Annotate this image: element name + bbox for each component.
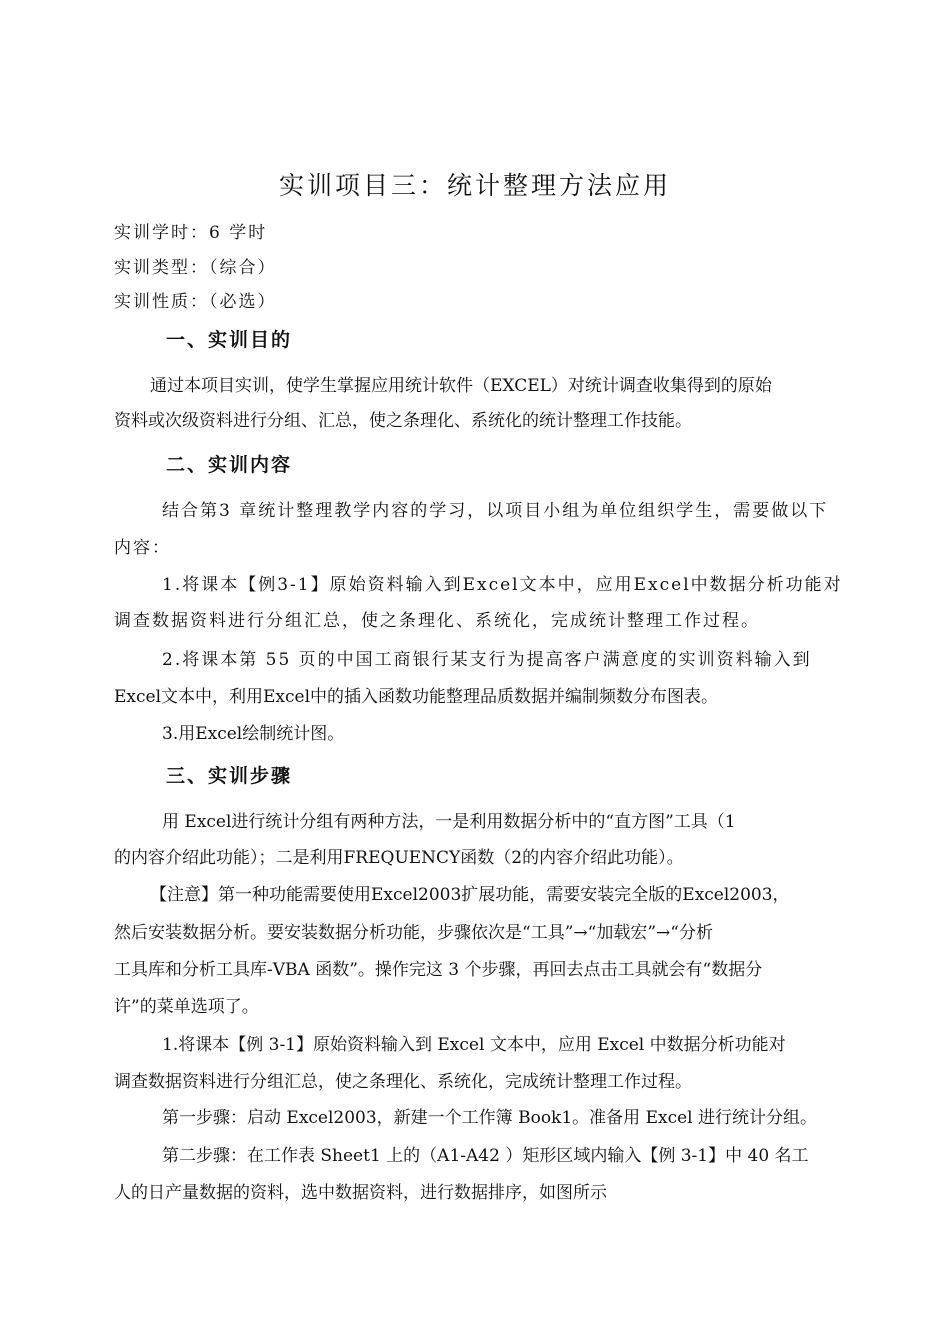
paragraph-line: 第二步骤：在工作表 Sheet1 上的（A1-A42 ）矩形区域内输入【例 3-1】中 40 名工	[162, 1146, 809, 1166]
paragraph-line: 3.用Excel绘制统计图。	[162, 724, 345, 744]
paragraph-line: 的内容介绍此功能）；二是利用FREQUENCY函数（2的内容介绍此功能）。	[114, 848, 684, 868]
section-heading-content: 二、实训内容	[166, 454, 293, 476]
paragraph-line: 1.将课本【例3-1】原始资料输入到Excel文本中，应用Excel中数据分析功能对	[162, 575, 843, 595]
training-type: 实训类型：（综合）	[114, 258, 277, 278]
training-hours: 实训学时：6 学时	[114, 223, 268, 243]
paragraph-line: Excel文本中，利用Excel中的插入函数功能整理品质数据并编制频数分布图表。	[114, 687, 719, 707]
paragraph-line: 2.将课本第 55 页的中国工商银行某支行为提高客户满意度的实训资料输入到	[162, 650, 812, 670]
paragraph-line: 内容：	[114, 538, 171, 558]
paragraph-line: 用 Excel进行统计分组有两种方法，一是利用数据分析中的“直方图”工具（1	[162, 812, 736, 832]
paragraph-line: 然后安装数据分析。要安装数据分析功能，步骤依次是“工具”→“加载宏”→“分析	[114, 923, 713, 943]
paragraph-line: 调查数据资料进行分组汇总，使之条理化、系统化，完成统计整理工作过程。	[114, 611, 760, 631]
paragraph-line: 【注意】第一种功能需要使用Excel2003扩展功能，需要安装完全版的Excel2003，	[150, 885, 790, 905]
paragraph-line: 调查数据资料进行分组汇总，使之条理化、系统化，完成统计整理工作过程。	[114, 1072, 692, 1092]
training-nature: 实训性质：（必选）	[114, 292, 277, 312]
paragraph-line: 人的日产量数据的资料，选中数据资料，进行数据排序，如图所示	[114, 1183, 607, 1203]
document-title: 实训项目三：统计整理方法应用	[278, 171, 671, 200]
paragraph-line: 通过本项目实训，使学生掌握应用统计软件（EXCEL）对统计调查收集得到的原始	[150, 376, 772, 396]
paragraph-line: 许”的菜单选项了。	[114, 997, 259, 1017]
paragraph-line: 工具库和分析工具库-VBA 函数”。操作完这 3 个步骤，再回去点击工具就会有“数据分	[114, 960, 763, 980]
section-heading-steps: 三、实训步骤	[166, 765, 293, 787]
paragraph-line: 1.将课本【例 3-1】原始资料输入到 Excel 文本中，应用 Excel 中数据分析功能对	[162, 1035, 786, 1055]
section-heading-objective: 一、实训目的	[166, 329, 293, 351]
paragraph-line: 结合第3 章统计整理教学内容的学习，以项目小组为单位组织学生，需要做以下	[162, 501, 829, 521]
paragraph-line: 资料或次级资料进行分组、汇总，使之条理化、系统化的统计整理工作技能。	[114, 411, 692, 431]
paragraph-line: 第一步骤：启动 Excel2003，新建一个工作簿 Book1。准备用 Excel 进行统计分组。	[162, 1108, 817, 1128]
